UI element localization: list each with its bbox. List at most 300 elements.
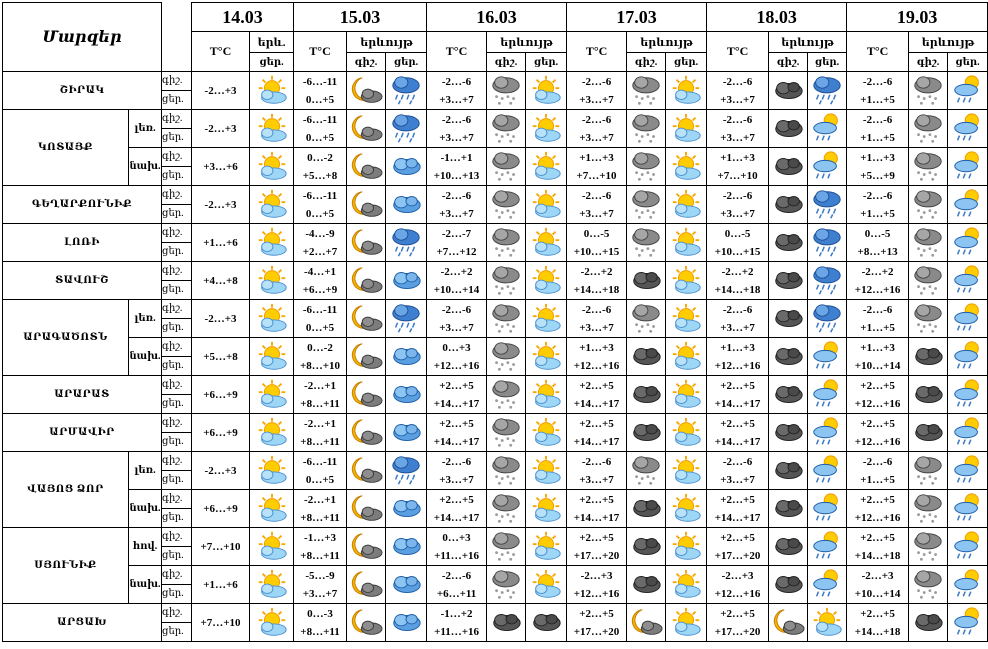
night-weather-cell bbox=[487, 490, 526, 528]
moon-cloud-icon bbox=[349, 416, 383, 450]
day-label: ցեր. bbox=[393, 56, 419, 68]
moon-cloud-icon bbox=[349, 188, 383, 222]
day-temp: +10…+14 bbox=[433, 283, 480, 296]
date-header bbox=[427, 3, 567, 32]
day-temp: +3…+7 bbox=[579, 131, 614, 144]
rain-cloud-icon bbox=[389, 454, 423, 488]
region-name bbox=[3, 604, 162, 642]
night-weather-cell bbox=[627, 376, 666, 414]
night-period-label: գիշ. bbox=[162, 265, 183, 276]
night-weather-cell bbox=[909, 604, 948, 642]
weather-column-header bbox=[627, 32, 707, 53]
night-temp: -2…-6 bbox=[722, 189, 753, 202]
night-period-label: գիշ. bbox=[162, 227, 183, 238]
night-temp: -1…+3 bbox=[304, 531, 336, 544]
rain-cloud-icon bbox=[389, 226, 423, 260]
day-temp: +12…+16 bbox=[573, 359, 620, 372]
day-period bbox=[162, 281, 192, 300]
day-weather-cell bbox=[386, 528, 427, 566]
temp-range bbox=[847, 300, 909, 338]
table-row bbox=[3, 414, 988, 433]
snow-cloud-icon bbox=[489, 302, 523, 336]
day-period bbox=[162, 585, 192, 604]
night-temp: +1…+3 bbox=[579, 341, 614, 354]
night-temp: -2…-6 bbox=[862, 303, 893, 316]
day-subheader bbox=[386, 53, 427, 72]
subregion-label bbox=[129, 110, 162, 148]
night-period-label: գիշ. bbox=[162, 189, 183, 200]
dark-cloud-icon bbox=[771, 340, 805, 374]
night-period-label: գիշ. bbox=[162, 75, 183, 86]
partly-cloudy-sun-icon bbox=[255, 264, 289, 298]
temp-range bbox=[294, 262, 347, 300]
day-temp: +10…+14 bbox=[854, 587, 901, 600]
day-temp: +14…+18 bbox=[573, 283, 620, 296]
day-temp: +12…+16 bbox=[854, 283, 901, 296]
date-header bbox=[192, 3, 294, 32]
day-weather-cell bbox=[526, 452, 567, 490]
day-weather-cell bbox=[948, 72, 988, 110]
day-weather-cell bbox=[526, 186, 567, 224]
temp-range bbox=[294, 566, 347, 604]
weather-icon-cell bbox=[250, 376, 294, 414]
temp-column-header bbox=[847, 32, 909, 72]
day-temp: +3…+7 bbox=[579, 93, 614, 106]
temp-range bbox=[294, 490, 347, 528]
region-label: ԱՐԱՐԱՏ bbox=[54, 389, 110, 400]
dark-cloud-icon bbox=[771, 492, 805, 526]
sun-shower-icon bbox=[951, 340, 985, 374]
night-label: գիշ. bbox=[634, 56, 658, 68]
day-weather-cell bbox=[948, 490, 988, 528]
night-weather-cell bbox=[909, 528, 948, 566]
weather-icon-cell bbox=[250, 490, 294, 528]
temp-range bbox=[427, 490, 487, 528]
day-period-label: ցեր. bbox=[162, 208, 184, 219]
night-temp: +1…+3 bbox=[579, 151, 614, 164]
subregion-label bbox=[129, 300, 162, 338]
night-weather-cell bbox=[769, 224, 808, 262]
dark-cloud-icon bbox=[911, 378, 945, 412]
day-temp: +12…+16 bbox=[573, 587, 620, 600]
date-label: 19.03 bbox=[896, 6, 938, 27]
dark-cloud-icon bbox=[771, 454, 805, 488]
night-period bbox=[162, 110, 192, 129]
night-temp: -2…+3 bbox=[861, 569, 894, 582]
day-temp: +14…+17 bbox=[573, 397, 620, 410]
night-temp: -2…-6 bbox=[722, 303, 753, 316]
day-weather-cell bbox=[526, 262, 567, 300]
dark-cloud-icon bbox=[629, 264, 663, 298]
day-temp: +14…+18 bbox=[854, 549, 901, 562]
day-temp: +1…+5 bbox=[860, 93, 895, 106]
night-temp: -2…+2 bbox=[440, 265, 473, 278]
night-period-label: գիշ. bbox=[162, 455, 183, 466]
day-subheader bbox=[666, 53, 707, 72]
temp-range bbox=[847, 338, 909, 376]
day-temp bbox=[192, 338, 250, 376]
temp-range bbox=[567, 262, 627, 300]
snow-cloud-icon bbox=[489, 530, 523, 564]
night-weather-cell bbox=[487, 414, 526, 452]
day-temp: +8…+13 bbox=[857, 245, 898, 258]
temp-range bbox=[847, 72, 909, 110]
dark-cloud-icon bbox=[771, 74, 805, 108]
moon-cloud-icon bbox=[349, 150, 383, 184]
night-period-label: գիշ. bbox=[162, 493, 183, 504]
subregion-text: լեռ. bbox=[134, 465, 156, 476]
night-weather-cell bbox=[347, 148, 386, 186]
subregion-label bbox=[129, 528, 162, 566]
night-temp: +2…+5 bbox=[579, 379, 614, 392]
day-weather-cell bbox=[526, 224, 567, 262]
night-label: գիշ. bbox=[354, 56, 378, 68]
partly-cloudy-sun-icon bbox=[255, 226, 289, 260]
weather-column-header bbox=[769, 32, 847, 53]
night-temp: -2…+2 bbox=[580, 265, 613, 278]
night-weather-cell bbox=[487, 300, 526, 338]
day-temp: +17…+20 bbox=[573, 625, 620, 638]
night-temp: +2…+5 bbox=[439, 493, 474, 506]
day-temp: +2…+7 bbox=[302, 245, 338, 258]
sun-shower-icon bbox=[951, 226, 985, 260]
night-temp: 0…-2 bbox=[307, 341, 333, 354]
temp-range bbox=[294, 300, 347, 338]
partly-cloudy-sun-icon bbox=[255, 606, 289, 640]
region-label: ՍՅՈՒՆԻՔ bbox=[34, 560, 97, 571]
temp-range bbox=[294, 376, 347, 414]
table-row bbox=[3, 300, 988, 319]
rain-cloud-icon bbox=[810, 226, 844, 260]
day-weather-cell bbox=[808, 490, 847, 528]
weather-icon-cell bbox=[250, 186, 294, 224]
dark-cloud-icon bbox=[771, 264, 805, 298]
day-temp: +3…+7 bbox=[439, 473, 474, 486]
moon-cloud-icon bbox=[349, 112, 383, 146]
temp-range bbox=[427, 72, 487, 110]
night-weather-cell bbox=[627, 528, 666, 566]
day-period bbox=[162, 243, 192, 262]
partly-cloudy-sun-icon bbox=[255, 188, 289, 222]
sun-shower-icon bbox=[951, 568, 985, 602]
temp-column-header bbox=[192, 32, 250, 72]
snow-cloud-icon bbox=[911, 226, 945, 260]
temp-range bbox=[294, 414, 347, 452]
night-weather-cell bbox=[627, 224, 666, 262]
day-weather-cell bbox=[666, 338, 707, 376]
dark-cloud-icon bbox=[629, 416, 663, 450]
night-subheader bbox=[487, 53, 526, 72]
sun-shower-icon bbox=[810, 568, 844, 602]
temp-range bbox=[427, 110, 487, 148]
day-subheader bbox=[948, 53, 988, 72]
sun-shower-icon bbox=[810, 530, 844, 564]
partly-cloudy-sun-icon bbox=[669, 568, 703, 602]
day-weather-cell bbox=[808, 72, 847, 110]
dark-cloud-icon bbox=[771, 568, 805, 602]
day-weather-cell bbox=[666, 566, 707, 604]
night-weather-cell bbox=[347, 110, 386, 148]
temp-value: -2…+3 bbox=[204, 312, 237, 325]
partly-cloudy-sun-icon bbox=[669, 264, 703, 298]
night-weather-cell bbox=[487, 262, 526, 300]
night-temp: -2…+2 bbox=[721, 265, 754, 278]
day-temp: +12…+16 bbox=[433, 359, 480, 372]
subregion-text: լեռ. bbox=[134, 313, 156, 324]
partly-cloudy-sun-icon bbox=[669, 226, 703, 260]
cloud-icon bbox=[389, 188, 423, 222]
night-temp: -2…-6 bbox=[722, 455, 753, 468]
sun-shower-icon bbox=[951, 302, 985, 336]
cloud-icon bbox=[389, 264, 423, 298]
day-weather-cell bbox=[808, 110, 847, 148]
moon-cloud-icon bbox=[349, 302, 383, 336]
partly-cloudy-sun-icon bbox=[669, 378, 703, 412]
temp-range bbox=[847, 376, 909, 414]
night-temp: -2…-6 bbox=[862, 113, 893, 126]
partly-cloudy-sun-icon bbox=[669, 492, 703, 526]
dark-cloud-icon bbox=[629, 340, 663, 374]
night-temp: -2…+1 bbox=[304, 379, 336, 392]
date-label: 17.03 bbox=[616, 6, 657, 27]
partly-cloudy-sun-icon bbox=[669, 454, 703, 488]
dark-cloud-icon bbox=[771, 416, 805, 450]
cloud-icon bbox=[389, 340, 423, 374]
day-temp: +14…+17 bbox=[433, 435, 480, 448]
night-temp: -2…-6 bbox=[862, 189, 893, 202]
day-weather-cell bbox=[948, 262, 988, 300]
night-period-label: գիշ. bbox=[162, 379, 183, 390]
day-temp bbox=[192, 300, 250, 338]
region-label: ԱՐՄԱՎԻՐ bbox=[49, 427, 115, 438]
temp-range bbox=[707, 186, 769, 224]
day-temp: +17…+20 bbox=[573, 549, 620, 562]
weather-icon-cell bbox=[250, 528, 294, 566]
temp-range bbox=[567, 72, 627, 110]
date-header bbox=[847, 3, 988, 32]
day-period bbox=[162, 205, 192, 224]
subregion-text: նախ. bbox=[129, 503, 161, 514]
day-temp: +11…+16 bbox=[434, 549, 479, 562]
day-temp: +12…+16 bbox=[714, 587, 761, 600]
temp-range bbox=[707, 452, 769, 490]
night-period bbox=[162, 338, 192, 357]
day-temp: +8…+11 bbox=[300, 625, 340, 638]
temp-range bbox=[847, 452, 909, 490]
temp-range bbox=[707, 490, 769, 528]
day-weather-cell bbox=[666, 186, 707, 224]
temp-range bbox=[567, 376, 627, 414]
night-temp: +1…+3 bbox=[860, 151, 895, 164]
day-temp: +5…+8 bbox=[302, 169, 338, 182]
day-weather-cell bbox=[808, 452, 847, 490]
weather-icon-cell bbox=[250, 72, 294, 110]
night-temp: -2…-7 bbox=[441, 227, 472, 240]
day-temp: +14…+17 bbox=[714, 435, 761, 448]
region-name bbox=[3, 224, 162, 262]
night-weather-cell bbox=[769, 262, 808, 300]
temp-range bbox=[567, 528, 627, 566]
night-weather-cell bbox=[627, 186, 666, 224]
temp-range bbox=[427, 604, 487, 642]
snow-cloud-icon bbox=[911, 188, 945, 222]
night-temp: -2…+1 bbox=[304, 417, 336, 430]
temp-range bbox=[294, 604, 347, 642]
region-name bbox=[3, 262, 162, 300]
region-label: ԱՐՑԱԽ bbox=[57, 617, 107, 628]
night-temp: 0…+3 bbox=[442, 341, 471, 354]
table-row bbox=[3, 338, 988, 357]
temp-value: +4…+8 bbox=[203, 274, 238, 287]
day-temp: 0…+5 bbox=[305, 473, 335, 486]
weather-label: երևույթ bbox=[781, 36, 834, 49]
partly-cloudy-sun-icon bbox=[669, 416, 703, 450]
snow-cloud-icon bbox=[489, 112, 523, 146]
day-weather-cell bbox=[526, 72, 567, 110]
temp-range bbox=[707, 148, 769, 186]
partly-cloudy-sun-icon bbox=[529, 340, 563, 374]
day-weather-cell bbox=[386, 110, 427, 148]
dark-cloud-icon bbox=[771, 188, 805, 222]
night-weather-cell bbox=[627, 604, 666, 642]
temp-value: -2…+3 bbox=[204, 122, 237, 135]
sun-shower-icon bbox=[951, 378, 985, 412]
partly-cloudy-sun-icon bbox=[255, 340, 289, 374]
subregion-label bbox=[129, 148, 162, 186]
night-weather-cell bbox=[487, 72, 526, 110]
temp-column-header bbox=[294, 32, 347, 72]
day-weather-cell bbox=[386, 72, 427, 110]
weather-icon-cell bbox=[250, 604, 294, 642]
night-weather-cell bbox=[909, 566, 948, 604]
night-temp: -2…-6 bbox=[441, 569, 472, 582]
day-temp bbox=[192, 148, 250, 186]
temp-range bbox=[567, 338, 627, 376]
day-weather-cell bbox=[526, 338, 567, 376]
temp-range bbox=[427, 262, 487, 300]
day-weather-cell bbox=[808, 414, 847, 452]
night-weather-cell bbox=[627, 148, 666, 186]
night-temp: -1…+2 bbox=[440, 607, 473, 620]
temp-value: +7…+10 bbox=[200, 616, 241, 629]
moon-cloud-icon bbox=[349, 530, 383, 564]
night-temp: -6…-11 bbox=[302, 75, 338, 88]
day-weather-cell bbox=[386, 414, 427, 452]
forecast-table bbox=[2, 2, 988, 642]
temp-range bbox=[294, 110, 347, 148]
table-row bbox=[3, 186, 988, 205]
subregion-label bbox=[129, 490, 162, 528]
table-row bbox=[3, 110, 988, 129]
day-weather-cell bbox=[526, 604, 567, 642]
temp-range bbox=[847, 110, 909, 148]
night-temp: +2…+5 bbox=[579, 493, 614, 506]
day-temp: +3…+7 bbox=[720, 321, 755, 334]
partly-cloudy-sun-icon bbox=[255, 112, 289, 146]
day-temp: +3…+7 bbox=[439, 207, 474, 220]
temp-value: +6…+9 bbox=[203, 388, 238, 401]
moon-cloud-icon bbox=[349, 378, 383, 412]
date-label: 14.03 bbox=[222, 6, 263, 27]
night-temp: +2…+5 bbox=[579, 607, 614, 620]
night-period bbox=[162, 414, 192, 433]
day-temp bbox=[192, 452, 250, 490]
night-temp: -2…-6 bbox=[441, 189, 472, 202]
night-label: գիշ. bbox=[776, 56, 800, 68]
partly-cloudy-sun-icon bbox=[810, 606, 844, 640]
day-weather-cell bbox=[666, 490, 707, 528]
temp-column-header bbox=[427, 32, 487, 72]
day-temp: +3…+7 bbox=[720, 207, 755, 220]
subregion-text: նախ. bbox=[129, 579, 161, 590]
night-temp: 0…-5 bbox=[724, 227, 751, 240]
night-weather-cell bbox=[347, 376, 386, 414]
subregion-label bbox=[129, 452, 162, 490]
night-weather-cell bbox=[769, 300, 808, 338]
night-weather-cell bbox=[769, 490, 808, 528]
night-temp: -4…-9 bbox=[305, 227, 335, 240]
snow-cloud-icon bbox=[911, 492, 945, 526]
night-weather-cell bbox=[487, 452, 526, 490]
night-temp: 0…-3 bbox=[307, 607, 333, 620]
partly-cloudy-sun-icon bbox=[255, 416, 289, 450]
snow-cloud-icon bbox=[911, 150, 945, 184]
day-weather-cell bbox=[526, 300, 567, 338]
temp-range bbox=[847, 224, 909, 262]
night-weather-cell bbox=[909, 338, 948, 376]
day-weather-cell bbox=[808, 224, 847, 262]
day-temp bbox=[192, 490, 250, 528]
day-temp: +14…+18 bbox=[854, 625, 901, 638]
day-weather-cell bbox=[526, 414, 567, 452]
night-subheader bbox=[909, 53, 948, 72]
region-name bbox=[3, 300, 129, 376]
temp-value: +5…+8 bbox=[203, 350, 238, 363]
rain-cloud-icon bbox=[389, 74, 423, 108]
weather-label: երևույթ bbox=[360, 36, 413, 49]
night-weather-cell bbox=[347, 528, 386, 566]
temp-range bbox=[294, 338, 347, 376]
temp-range bbox=[567, 604, 627, 642]
dark-cloud-icon bbox=[911, 416, 945, 450]
rain-cloud-icon bbox=[810, 74, 844, 108]
dark-cloud-icon bbox=[911, 606, 945, 640]
header-spacer bbox=[162, 3, 192, 72]
region-name bbox=[3, 414, 162, 452]
night-temp: -6…-11 bbox=[302, 455, 338, 468]
partly-cloudy-sun-icon bbox=[529, 302, 563, 336]
rain-cloud-icon bbox=[810, 264, 844, 298]
night-weather-cell bbox=[909, 262, 948, 300]
moon-cloud-icon bbox=[349, 226, 383, 260]
night-period bbox=[162, 604, 192, 623]
subregion-text: հով. bbox=[132, 541, 158, 552]
day-weather-cell bbox=[386, 186, 427, 224]
day-weather-cell bbox=[386, 262, 427, 300]
partly-cloudy-sun-icon bbox=[529, 264, 563, 298]
day-temp: +3…+7 bbox=[302, 587, 338, 600]
night-weather-cell bbox=[769, 566, 808, 604]
day-temp: +10…+13 bbox=[433, 169, 480, 182]
day-weather-cell bbox=[948, 224, 988, 262]
day-period-label: ցեր. bbox=[162, 284, 184, 295]
night-period bbox=[162, 376, 192, 395]
day-period bbox=[162, 357, 192, 376]
temp-range bbox=[427, 186, 487, 224]
partly-cloudy-sun-icon bbox=[255, 568, 289, 602]
day-temp: +7…+10 bbox=[717, 169, 758, 182]
weather-icon-cell bbox=[250, 452, 294, 490]
